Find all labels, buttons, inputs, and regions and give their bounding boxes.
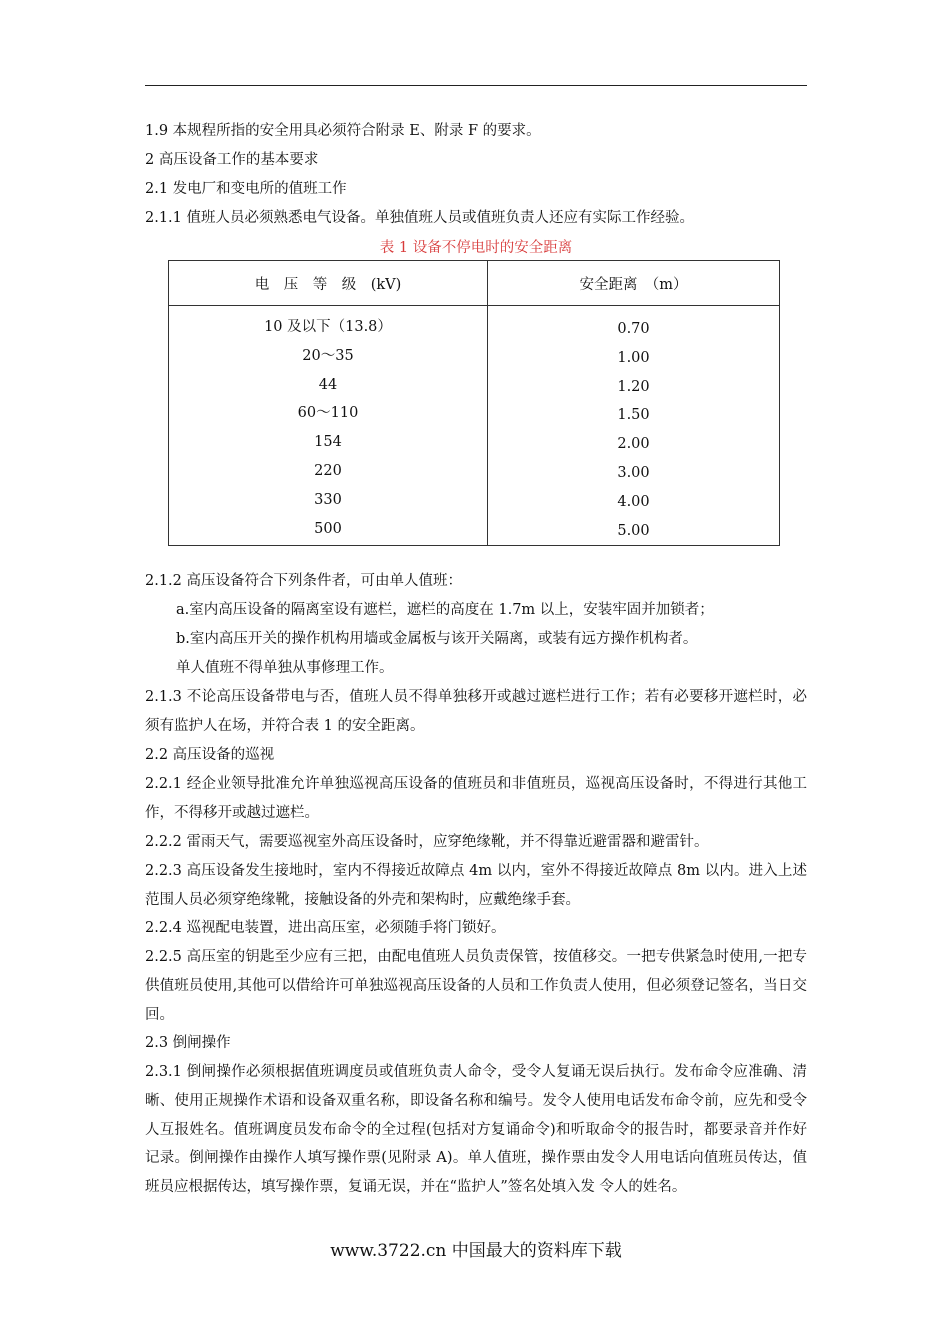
footer-watermark: www.3722.cn 中国最大的资料库下载 — [330, 1241, 622, 1261]
voltage-cell: 154 — [314, 434, 342, 451]
distance-cell: 3.00 — [617, 464, 650, 481]
header-rule — [145, 85, 807, 86]
table-body-row — [169, 306, 780, 546]
paragraph-2-2-3: 2.2.3 高压设备发生接地时，室内不得接近故障点 4m 以内，室外不得接近故障点 8m 以内。进入上述范围人员必须穿绝缘靴，接触设备的外壳和架构时，应戴绝缘手套。 — [145, 863, 807, 908]
header-voltage: 电 压 等 级 (kV) — [169, 261, 488, 306]
paragraph-1-9: 1.9 本规程所指的安全用具必须符合附录 E、附录 F 的要求。 — [145, 123, 541, 139]
table-caption: 表 1 设备不停电时的安全距离 — [379, 240, 573, 256]
safety-distance-table — [168, 260, 780, 546]
paragraph-2-1-1: 2.1.1 值班人员必须熟悉电气设备。单独值班人员或值班负责人还应有实际工作经验。 — [145, 210, 695, 226]
voltage-cell: 44 — [318, 376, 338, 393]
table-header-row — [169, 261, 780, 306]
heading-2-2: 2.2 高压设备的巡视 — [145, 747, 275, 763]
condition-a: a.室内高压设备的隔离室设有遮栏，遮栏的高度在 1.7m 以上，安装牢固并加锁者； — [176, 602, 714, 618]
paragraph-2-2-2: 2.2.2 雷雨天气，需要巡视室外高压设备时，应穿绝缘靴，并不得靠近避雷器和避雷针。 — [145, 834, 709, 850]
voltage-column — [169, 306, 488, 546]
distance-cell: 1.00 — [617, 349, 650, 366]
distance-cell: 1.20 — [617, 378, 650, 395]
voltage-cell: 220 — [314, 462, 342, 479]
single-duty-note: 单人值班不得单独从事修理工作。 — [176, 660, 394, 676]
distance-cell: 4.00 — [617, 493, 650, 510]
heading-2: 2 高压设备工作的基本要求 — [145, 152, 319, 168]
condition-b: b.室内高压开关的操作机构用墙或金属板与该开关隔离，或装有远方操作机构者。 — [176, 631, 698, 647]
voltage-cell: 20～35 — [302, 347, 354, 364]
header-distance: 安全距离 （m） — [488, 261, 780, 306]
heading-2-3: 2.3 倒闸操作 — [145, 1035, 231, 1051]
voltage-cell: 10 及以下（13.8） — [264, 319, 392, 335]
distance-cell: 1.50 — [617, 407, 650, 424]
voltage-cell: 500 — [314, 520, 342, 537]
paragraph-2-2-4: 2.2.4 巡视配电装置，进出高压室，必须随手将门锁好。 — [145, 920, 506, 936]
distance-cell: 5.00 — [617, 522, 650, 539]
distance-cell: 0.70 — [617, 321, 650, 337]
voltage-cell: 330 — [314, 491, 342, 508]
distance-cell: 2.00 — [617, 436, 650, 453]
voltage-cell: 60～110 — [297, 405, 359, 422]
paragraph-2-2-5: 2.2.5 高压室的钥匙至少应有三把，由配电值班人员负责保管，按值移交。一把专供紧急时使用,一把专供值班员使用,其他可以借给许可单独巡视高压设备的人员和工作负责人使用，但必须登记签名，当日交回。 — [145, 949, 807, 1023]
paragraph-2-1-3: 2.1.3 不论高压设备带电与否，值班人员不得单独移开或越过遮栏进行工作；若有必要移开遮栏时，必须有监护人在场，并符合表 1 的安全距离。 — [145, 689, 807, 734]
heading-2-1: 2.1 发电厂和变电所的值班工作 — [145, 181, 347, 197]
distance-column — [488, 306, 780, 546]
paragraph-2-3-1: 2.3.1 倒闸操作必须根据值班调度员或值班负责人命令，受令人复诵无误后执行。发布命令应准确、清晰、使用正规操作术语和设备双重名称，即设备名称和编号。发令人使用电话发布命令前，应先和受令人互报姓名。值班调度员发布命令的全过程(包括对方复诵命令)和听取命令的报告时，都要录音并作好记录。倒闸操作由操作人填写操作票(见附录 A)。单人值班，操作票由发令人用电话向值班员传达，值班员应根据传达，填写操作票，复诵无误，并在“监护人”签名处填入发 令人的姓名。 — [145, 1064, 807, 1196]
paragraph-2-1-2: 2.1.2 高压设备符合下列条件者，可由单人值班： — [145, 573, 463, 589]
paragraph-2-2-1: 2.2.1 经企业领导批准允许单独巡视高压设备的值班员和非值班员，巡视高压设备时，不得进行其他工作，不得移开或越过遮栏。 — [145, 776, 807, 821]
